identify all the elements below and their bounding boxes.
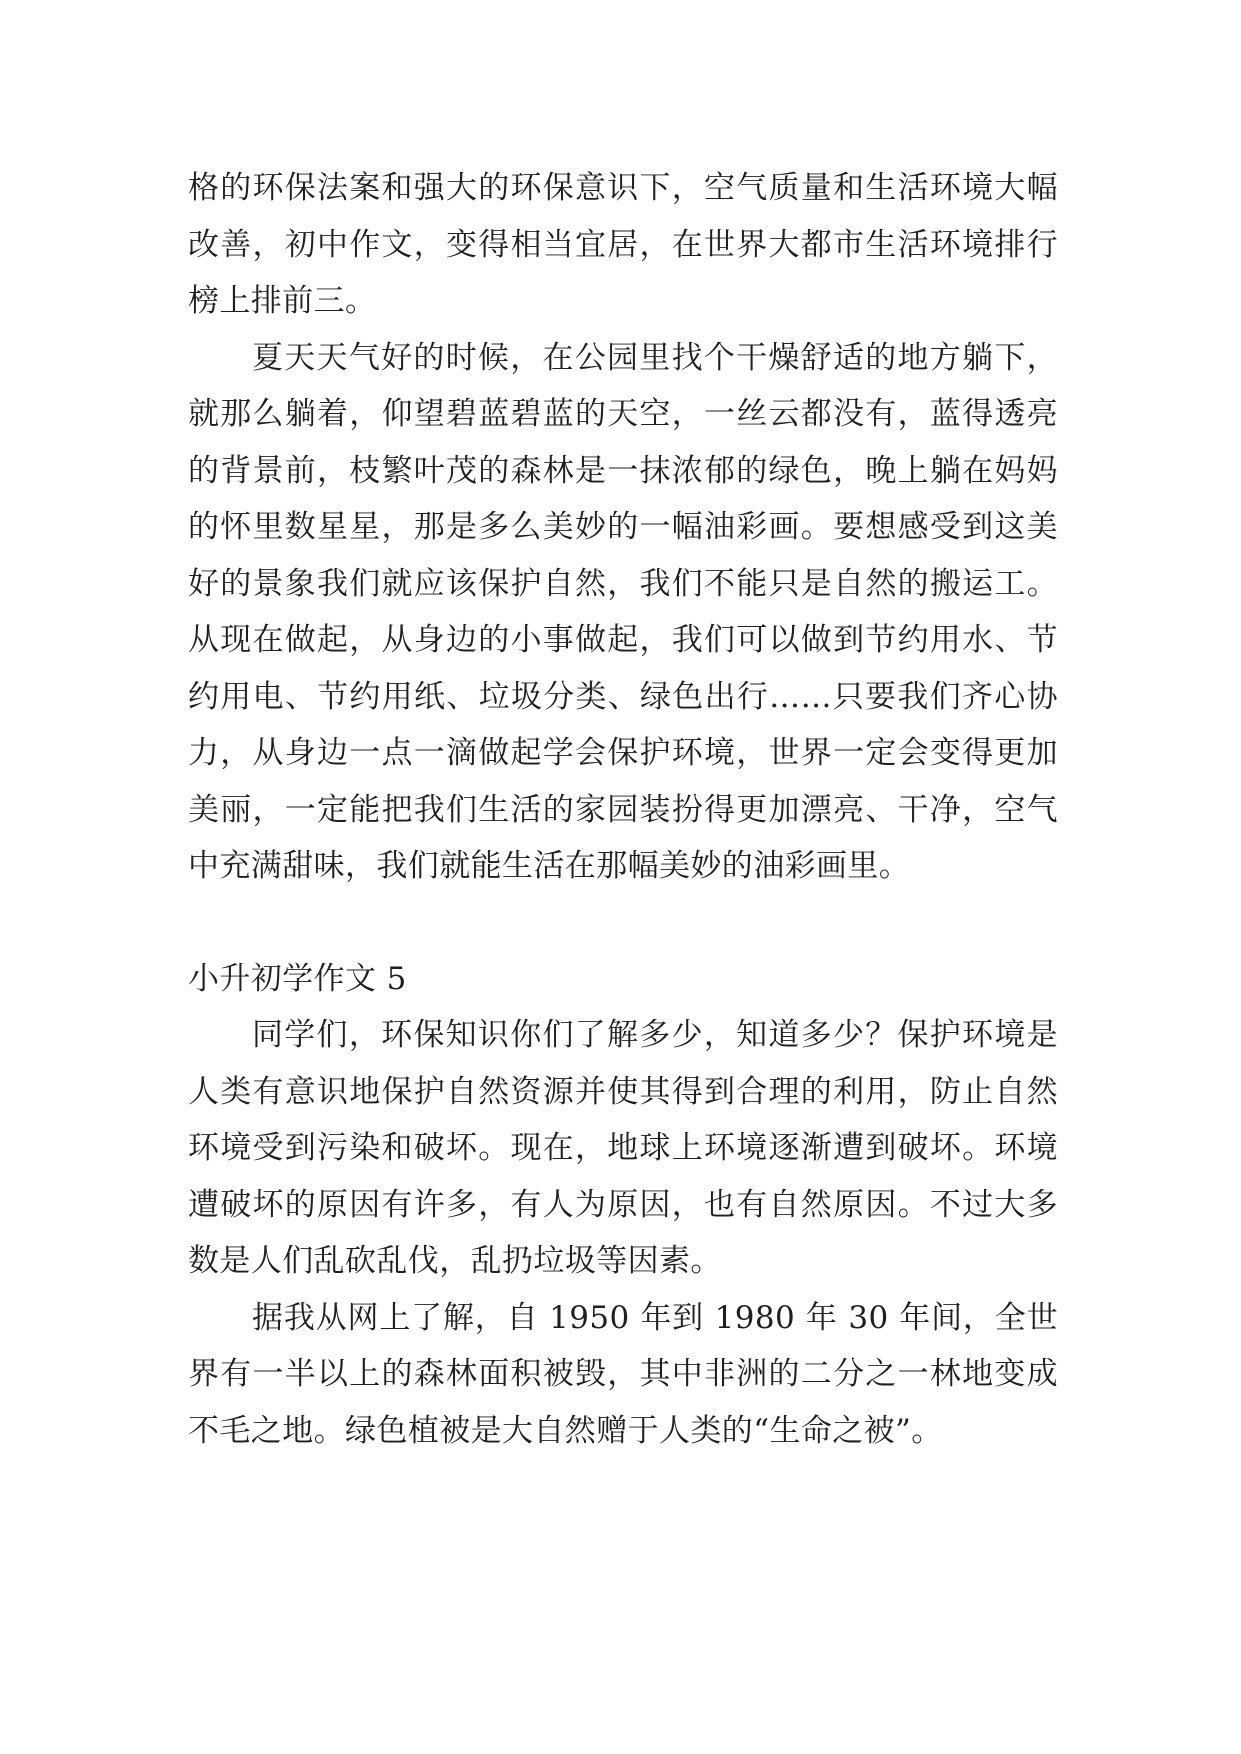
paragraph-continuation: 格的环保法案和强大的环保意识下，空气质量和生活环境大幅改善，初中作文，变得相当宜居，在世界大都市生活环境排行榜上排前三。 <box>188 170 1058 319</box>
paragraph-summer-park: 夏天天气好的时候，在公园里找个干燥舒适的地方躺下，就那么躺着，仰望碧蓝碧蓝的天空，一丝云都没有，蓝得透亮的背景前，枝繁叶茂的森林是一抹浓郁的绿色，晚上躺在妈妈的怀里数星星，那是多么美妙的一幅油彩画。要想感受到这美好的景象我们就应该保护自然，我们不能只是自然的搬运工。从现在做起，从身边的小事做起，我们可以做到节约用水、节约用电、节约用纸、垃圾分类、绿色出行……只要我们齐心协力，从身边一点一滴做起学会保护环境，世界一定会变得更加美丽，一定能把我们生活的家园装扮得更加漂亮、干净，空气中充满甜味，我们就能生活在那幅美妙的油彩画里。 <box>188 339 1058 884</box>
section-spacer <box>188 895 1058 951</box>
paragraph-environment-knowledge: 同学们，环保知识你们了解多少，知道多少？保护环境是人类有意识地保护自然资源并使其得到合理的利用，防止自然环境受到污染和破坏。现在，地球上环境逐渐遭到破坏。环境遭破坏的原因有许多，有人为原因，也有自然原因。不过大多数是人们乱砍乱伐，乱扔垃圾等因素。 <box>188 1017 1058 1279</box>
document-body <box>188 160 1058 1459</box>
section-heading: 小升初学作文 5 <box>188 960 407 997</box>
paragraph-forest-statistics: 据我从网上了解，自 1950 年到 1980 年 30 年间，全世界有一半以上的森林面积被毁，其中非洲的二分之一林地变成不毛之地。绿色植被是大自然赠于人类的“生命之被”。 <box>188 1299 1058 1449</box>
